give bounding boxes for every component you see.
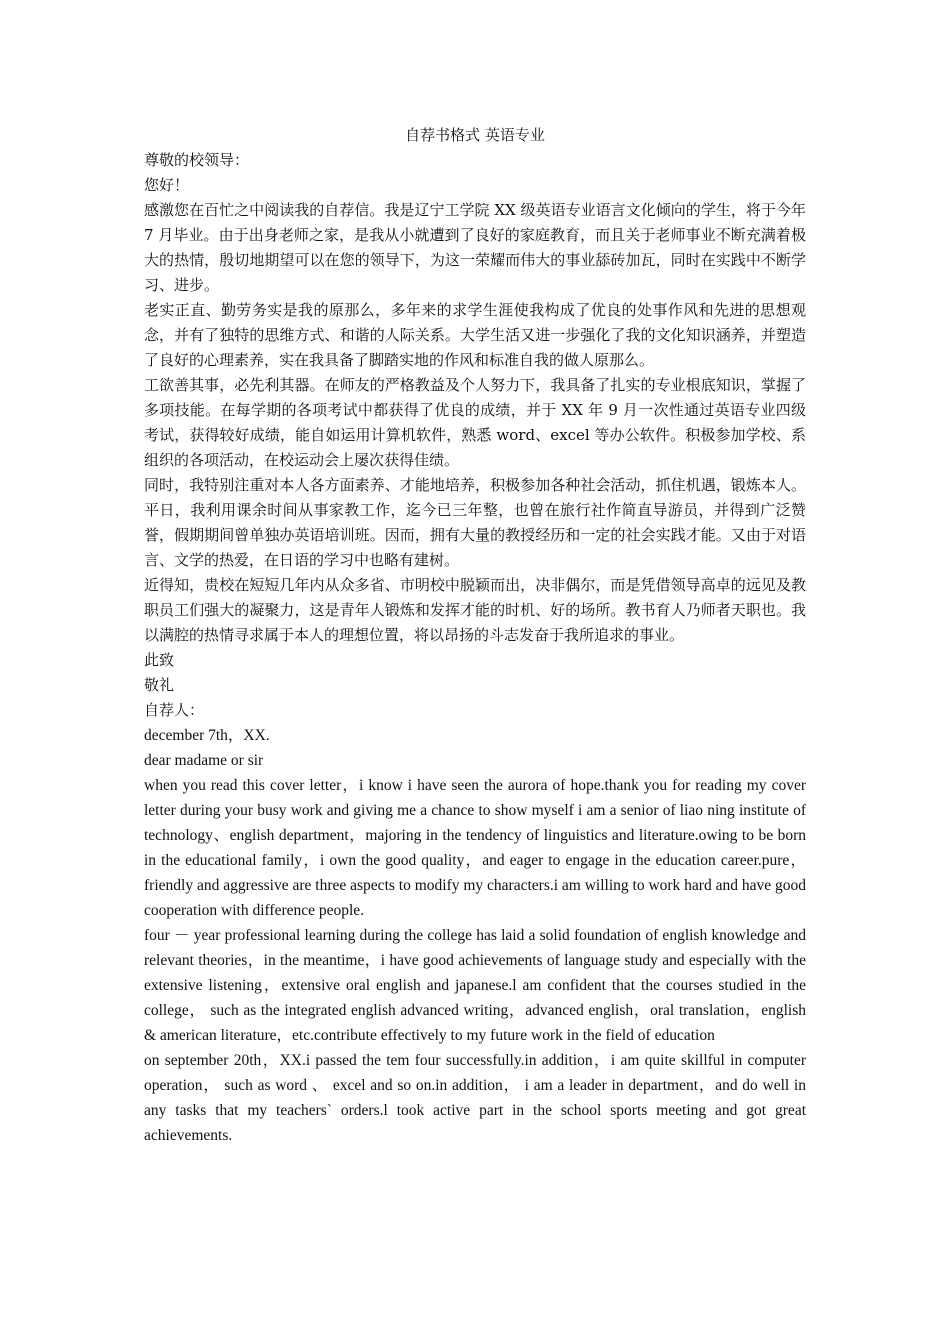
letter-body (144, 123, 806, 1148)
english-date: december 7th，XX. (144, 727, 270, 744)
signer-label: 自荐人： (144, 701, 205, 719)
paragraph-cn-3: 工欲善其事，必先利其器。在师友的严格教益及个人努力下，我具备了扎实的专业根底知识，掌握了多项技能。在每学期的各项考试中都获得了优良的成绩，并于 XX 年 9 月一次性通过英语专业四级考试，获得较好成绩，能自如运用计算机软件，熟悉 word、excel 等办公软件。积极参加学校、系组织的各项活动，在校运动会上屡次获得佳绩。 (144, 376, 806, 469)
salutation: 尊敬的校领导： (144, 151, 250, 169)
paragraph-cn-5: 近得知，贵校在短短几年内从众多省、市明校中脱颖而出，决非偶尔，而是凭借领导高卓的远见及教职员工们强大的凝聚力，这是青年人锻炼和发挥才能的时机、好的场所。教书育人乃师者天职也。我以满腔的热情寻求属于本人的理想位置，将以昂扬的斗志发奋于我所追求的事业。 (144, 576, 806, 644)
english-salutation: dear madame or sir (144, 752, 264, 769)
paragraph-en-2: four － year professional learning during the college has laid a solid foundation of english knowledge and relevant theories，in the meantime，i have good achievements of language study and especially with the extensive listening，extensive oral english and japanese.l am confident that the courses studied in the college， such as the integrated english advanced writing，advanced english，oral translation，english & american literature，etc.contribute effectively to my future work in the field of education (144, 927, 806, 1044)
greeting: 您好！ (144, 176, 190, 194)
paragraph-cn-4: 同时，我特别注重对本人各方面素养、才能地培养，积极参加各种社会活动，抓住机遇，锻炼本人。平日，我利用课余时间从事家教工作，迄今已三年整，也曾在旅行社作简直导游员，并得到广泛赞誉，假期期间曾单独办英语培训班。因而，拥有大量的教授经历和一定的社会实践才能。又由于对语言、文学的热爱，在日语的学习中也略有建树。 (144, 476, 806, 569)
paragraph-cn-1: 感激您在百忙之中阅读我的自荐信。我是辽宁工学院 XX 级英语专业语言文化倾向的学生，将于今年 7 月毕业。由于出身老师之家，是我从小就遭到了良好的家庭教育，而且关于老师事业不断充满着极大的热情，殷切地期望可以在您的领导下，为这一荣耀而伟大的事业舔砖加瓦，同时在实践中不断学习、进步。 (144, 201, 806, 294)
closing-line-1: 此致 (144, 651, 175, 669)
paragraph-cn-2: 老实正直、勤劳务实是我的原那么，多年来的求学生涯使我构成了优良的处事作风和先进的思想观念，并有了独特的思维方式、和谐的人际关系。大学生活又进一步强化了我的文化知识涵养，并塑造了良好的心理素养，实在我具备了脚踏实地的作风和标准自我的做人原那么。 (144, 301, 806, 369)
paragraph-en-1: when you read this cover letter，i know i have seen the aurora of hope.thank you for reading my cover letter during your busy work and giving me a chance to show myself i am a senior of liao ning institute of technology、english department，majoring in the tendency of linguistics and literature.owing to be born in the educational family，i own the good quality，and eager to engage in the education career.pure，friendly and aggressive are three aspects to modify my characters.i am willing to work hard and have good cooperation with difference people. (144, 777, 806, 919)
paragraph-en-3: on september 20th，XX.i passed the tem four successfully.in addition，i am quite skillful in computer operation， such as word 、 excel and so on.in addition， i am a leader in department，and do well in any tasks that my teachers` orders.l took active part in the school sports meeting and got great achievements. (144, 1052, 806, 1144)
closing-line-2: 敬礼 (144, 676, 175, 694)
document-title: 自荐书格式 英语专业 (405, 126, 545, 144)
